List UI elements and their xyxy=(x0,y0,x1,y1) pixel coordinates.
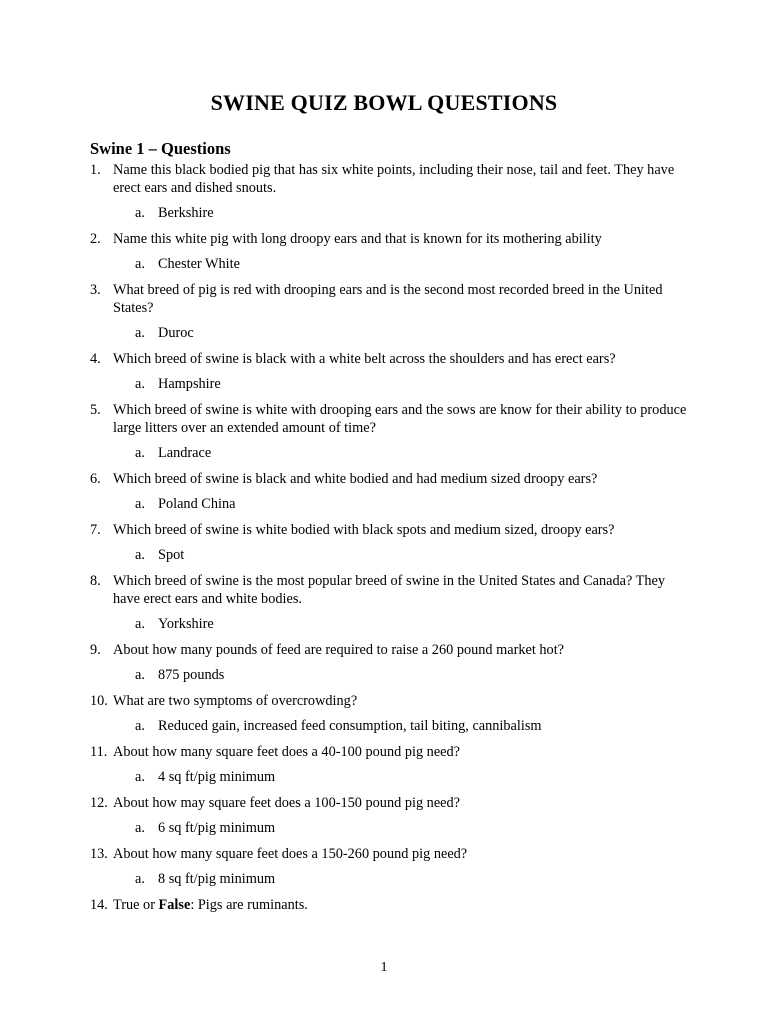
answer-text: 6 sq ft/pig minimum xyxy=(158,820,276,836)
answer-letter: a. xyxy=(135,205,145,221)
answer-text: Hampshire xyxy=(158,376,221,392)
question-number: 6. xyxy=(90,471,101,487)
question-number: 9. xyxy=(90,642,101,658)
question-number: 14. xyxy=(90,897,108,913)
answer-letter: a. xyxy=(135,667,145,683)
answer-item xyxy=(90,255,690,273)
answer-letter: a. xyxy=(135,871,145,887)
question-number: 3. xyxy=(90,282,101,298)
answer-text: Landrace xyxy=(158,445,212,461)
question-text: Which breed of swine is black and white bodied and had medium sized droopy ears? xyxy=(113,471,598,487)
answer-text: 8 sq ft/pig minimum xyxy=(158,871,276,887)
answer-letter: a. xyxy=(135,547,145,563)
answer-text: Berkshire xyxy=(158,205,214,221)
answer-letter: a. xyxy=(135,769,145,785)
question-item xyxy=(90,350,690,368)
question-number: 12. xyxy=(90,795,108,811)
question-text-suffix: : Pigs are ruminants. xyxy=(190,897,308,913)
question-item-14 xyxy=(90,896,690,914)
question-text: Name this white pig with long droopy ears and that is known for its mothering ability xyxy=(113,231,602,247)
answer-text: Poland China xyxy=(158,496,236,512)
answer-letter: a. xyxy=(135,718,145,734)
question-number: 5. xyxy=(90,402,101,418)
question-text: About how many square feet does a 150-260 pound pig need? xyxy=(113,846,468,862)
question-item xyxy=(90,521,690,539)
answer-letter: a. xyxy=(135,325,145,341)
answer-letter: a. xyxy=(135,376,145,392)
question-number: 10. xyxy=(90,693,108,709)
question-text: About how many square feet does a 40-100 pound pig need? xyxy=(113,744,461,760)
answer-letter: a. xyxy=(135,616,145,632)
question-text-bold: False xyxy=(158,897,191,913)
question-list xyxy=(90,161,690,914)
question-text-prefix: True or xyxy=(113,897,159,913)
question-text: Which breed of swine is black with a white belt across the shoulders and has erect ears? xyxy=(113,351,616,367)
section-heading: Swine 1 – Questions xyxy=(90,139,231,158)
question-text: Which breed of swine is the most popular breed of swine in the United States and Canada? They have erect ears and white bodies. xyxy=(113,573,666,607)
question-number: 4. xyxy=(90,351,101,367)
answer-item xyxy=(90,819,690,837)
question-item xyxy=(90,692,690,710)
question-number: 1. xyxy=(90,162,101,178)
answer-item xyxy=(90,444,690,462)
answer-item xyxy=(90,495,690,513)
answer-item xyxy=(90,870,690,888)
question-number: 8. xyxy=(90,573,101,589)
question-text: What breed of pig is red with drooping ears and is the second most recorded breed in the United States? xyxy=(113,282,663,316)
question-number: 13. xyxy=(90,846,108,862)
question-text: Which breed of swine is white with drooping ears and the sows are know for their ability to produce large litters over an extended amount of time? xyxy=(113,402,687,436)
answer-text: Yorkshire xyxy=(158,616,214,632)
question-item xyxy=(90,743,690,761)
question-text: What are two symptoms of overcrowding? xyxy=(113,693,358,709)
answer-letter: a. xyxy=(135,496,145,512)
question-number: 11. xyxy=(90,744,108,760)
answer-item xyxy=(90,546,690,564)
answer-item xyxy=(90,768,690,786)
answer-item xyxy=(90,666,690,684)
answer-text: 4 sq ft/pig minimum xyxy=(158,769,276,785)
answer-letter: a. xyxy=(135,256,145,272)
answer-letter: a. xyxy=(135,445,145,461)
question-text: About how may square feet does a 100-150 pound pig need? xyxy=(113,795,461,811)
answer-letter: a. xyxy=(135,820,145,836)
answer-text: Chester White xyxy=(158,256,240,272)
question-text: About how many pounds of feed are required to raise a 260 pound market hot? xyxy=(113,642,565,658)
answer-item xyxy=(90,375,690,393)
question-number: 7. xyxy=(90,522,101,538)
question-text: Name this black bodied pig that has six white points, including their nose, tail and feet. They have erect ears and dished snouts. xyxy=(113,162,675,196)
question-item xyxy=(90,845,690,863)
question-item xyxy=(90,470,690,488)
question-item xyxy=(90,572,690,608)
question-item xyxy=(90,230,690,248)
answer-item xyxy=(90,204,690,222)
question-text: Which breed of swine is white bodied with black spots and medium sized, droopy ears? xyxy=(113,522,615,538)
answer-item xyxy=(90,717,690,735)
page-number: 1 xyxy=(380,960,388,975)
question-item xyxy=(90,161,690,197)
answer-text: Duroc xyxy=(158,325,194,341)
answer-text: Reduced gain, increased feed consumption, tail biting, cannibalism xyxy=(158,718,542,734)
answer-item xyxy=(90,324,690,342)
question-number: 2. xyxy=(90,231,101,247)
question-item xyxy=(90,401,690,437)
question-item xyxy=(90,641,690,659)
page-title: SWINE QUIZ BOWL QUESTIONS xyxy=(210,90,558,115)
question-item xyxy=(90,281,690,317)
answer-item xyxy=(90,615,690,633)
question-text xyxy=(113,896,690,914)
question-item xyxy=(90,794,690,812)
answer-text: 875 pounds xyxy=(158,667,225,683)
answer-text: Spot xyxy=(158,547,185,563)
